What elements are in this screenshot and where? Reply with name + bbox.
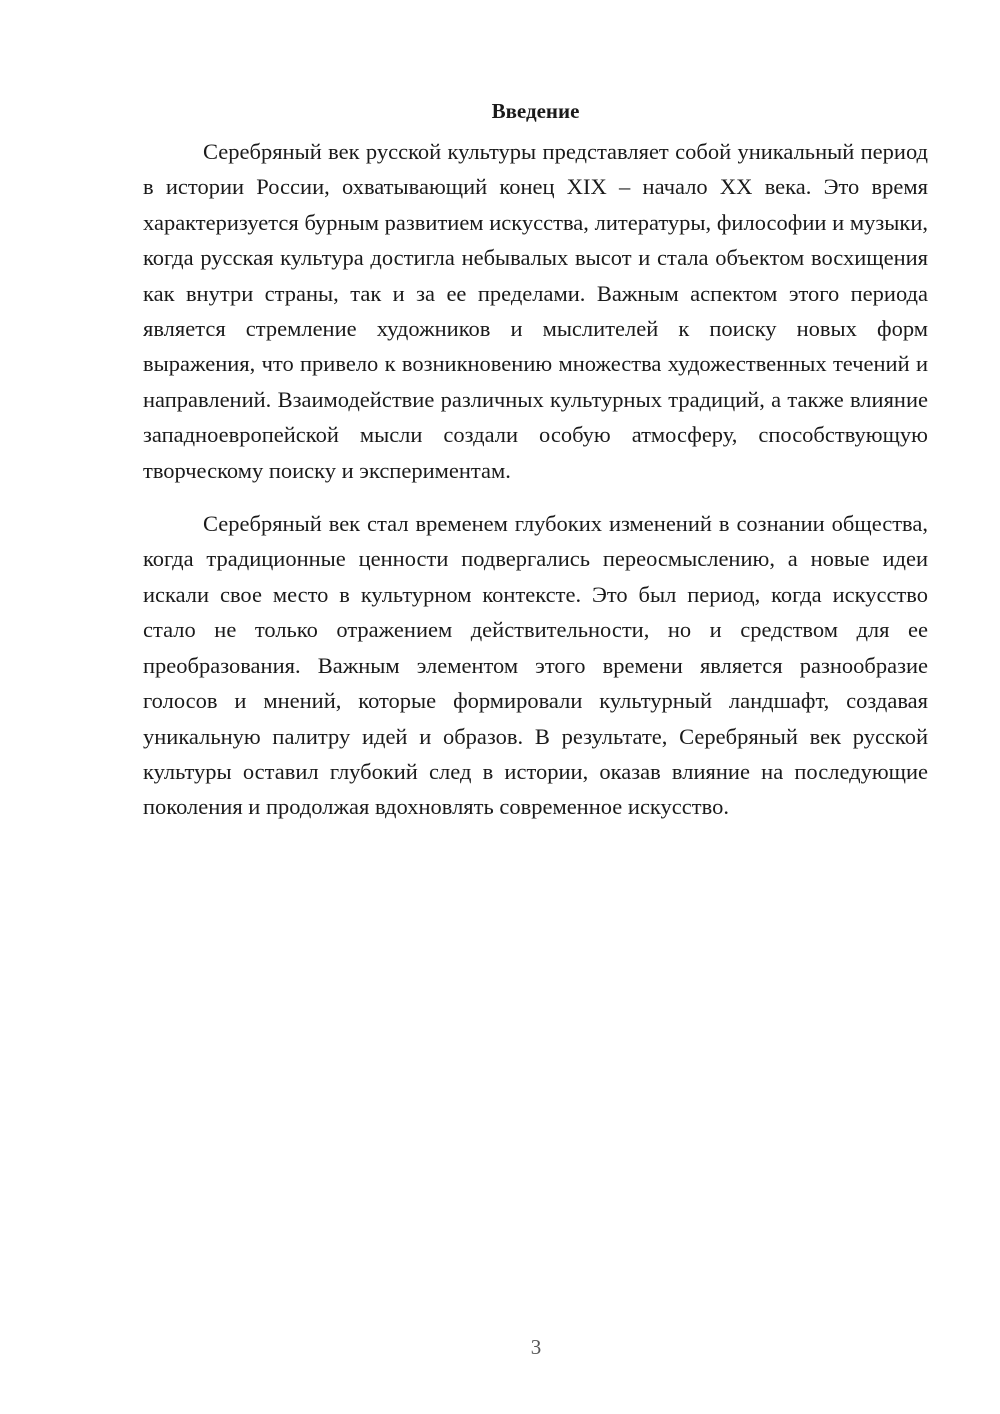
page-number: 3: [530, 1335, 542, 1359]
section-heading: Введение: [491, 99, 580, 123]
paragraph-2: Серебряный век стал временем глубоких изменений в сознании общества, когда традиционные ценности подвергались переосмыслению, а новые идеи искали свое место в культурном контексте. Это был период, когда искусство стало не только отражением действительности, но и средством для ее преобразования. Важным элементом этого времени является разнообразие голосов и мнений, которые формировали культурный ландшафт, создавая уникальную палитру идей и образов. В результате, Серебряный век русской культуры оставил глубокий след в истории, оказав влияние на последующие поколения и продолжая вдохновлять современное искусство.: [143, 511, 928, 820]
paragraph-1: Серебряный век русской культуры представляет собой уникальный период в истории России, охватывающий конец XIX – начало XX века. Это время характеризуется бурным развитием искусства, литературы, философии и музыки, когда русская культура достигла небывалых высот и стала объектом восхищения как внутри страны, так и за ее пределами. Важным аспектом этого периода является стремление художников и мыслителей к поиску новых форм выражения, что привело к возникновению множества художественных течений и направлений. Взаимодействие различных культурных традиций, а также влияние западноевропейской мысли создали особую атмосферу, способствующую творческому поиску и экспериментам.: [143, 139, 928, 483]
page-content: [143, 96, 928, 825]
